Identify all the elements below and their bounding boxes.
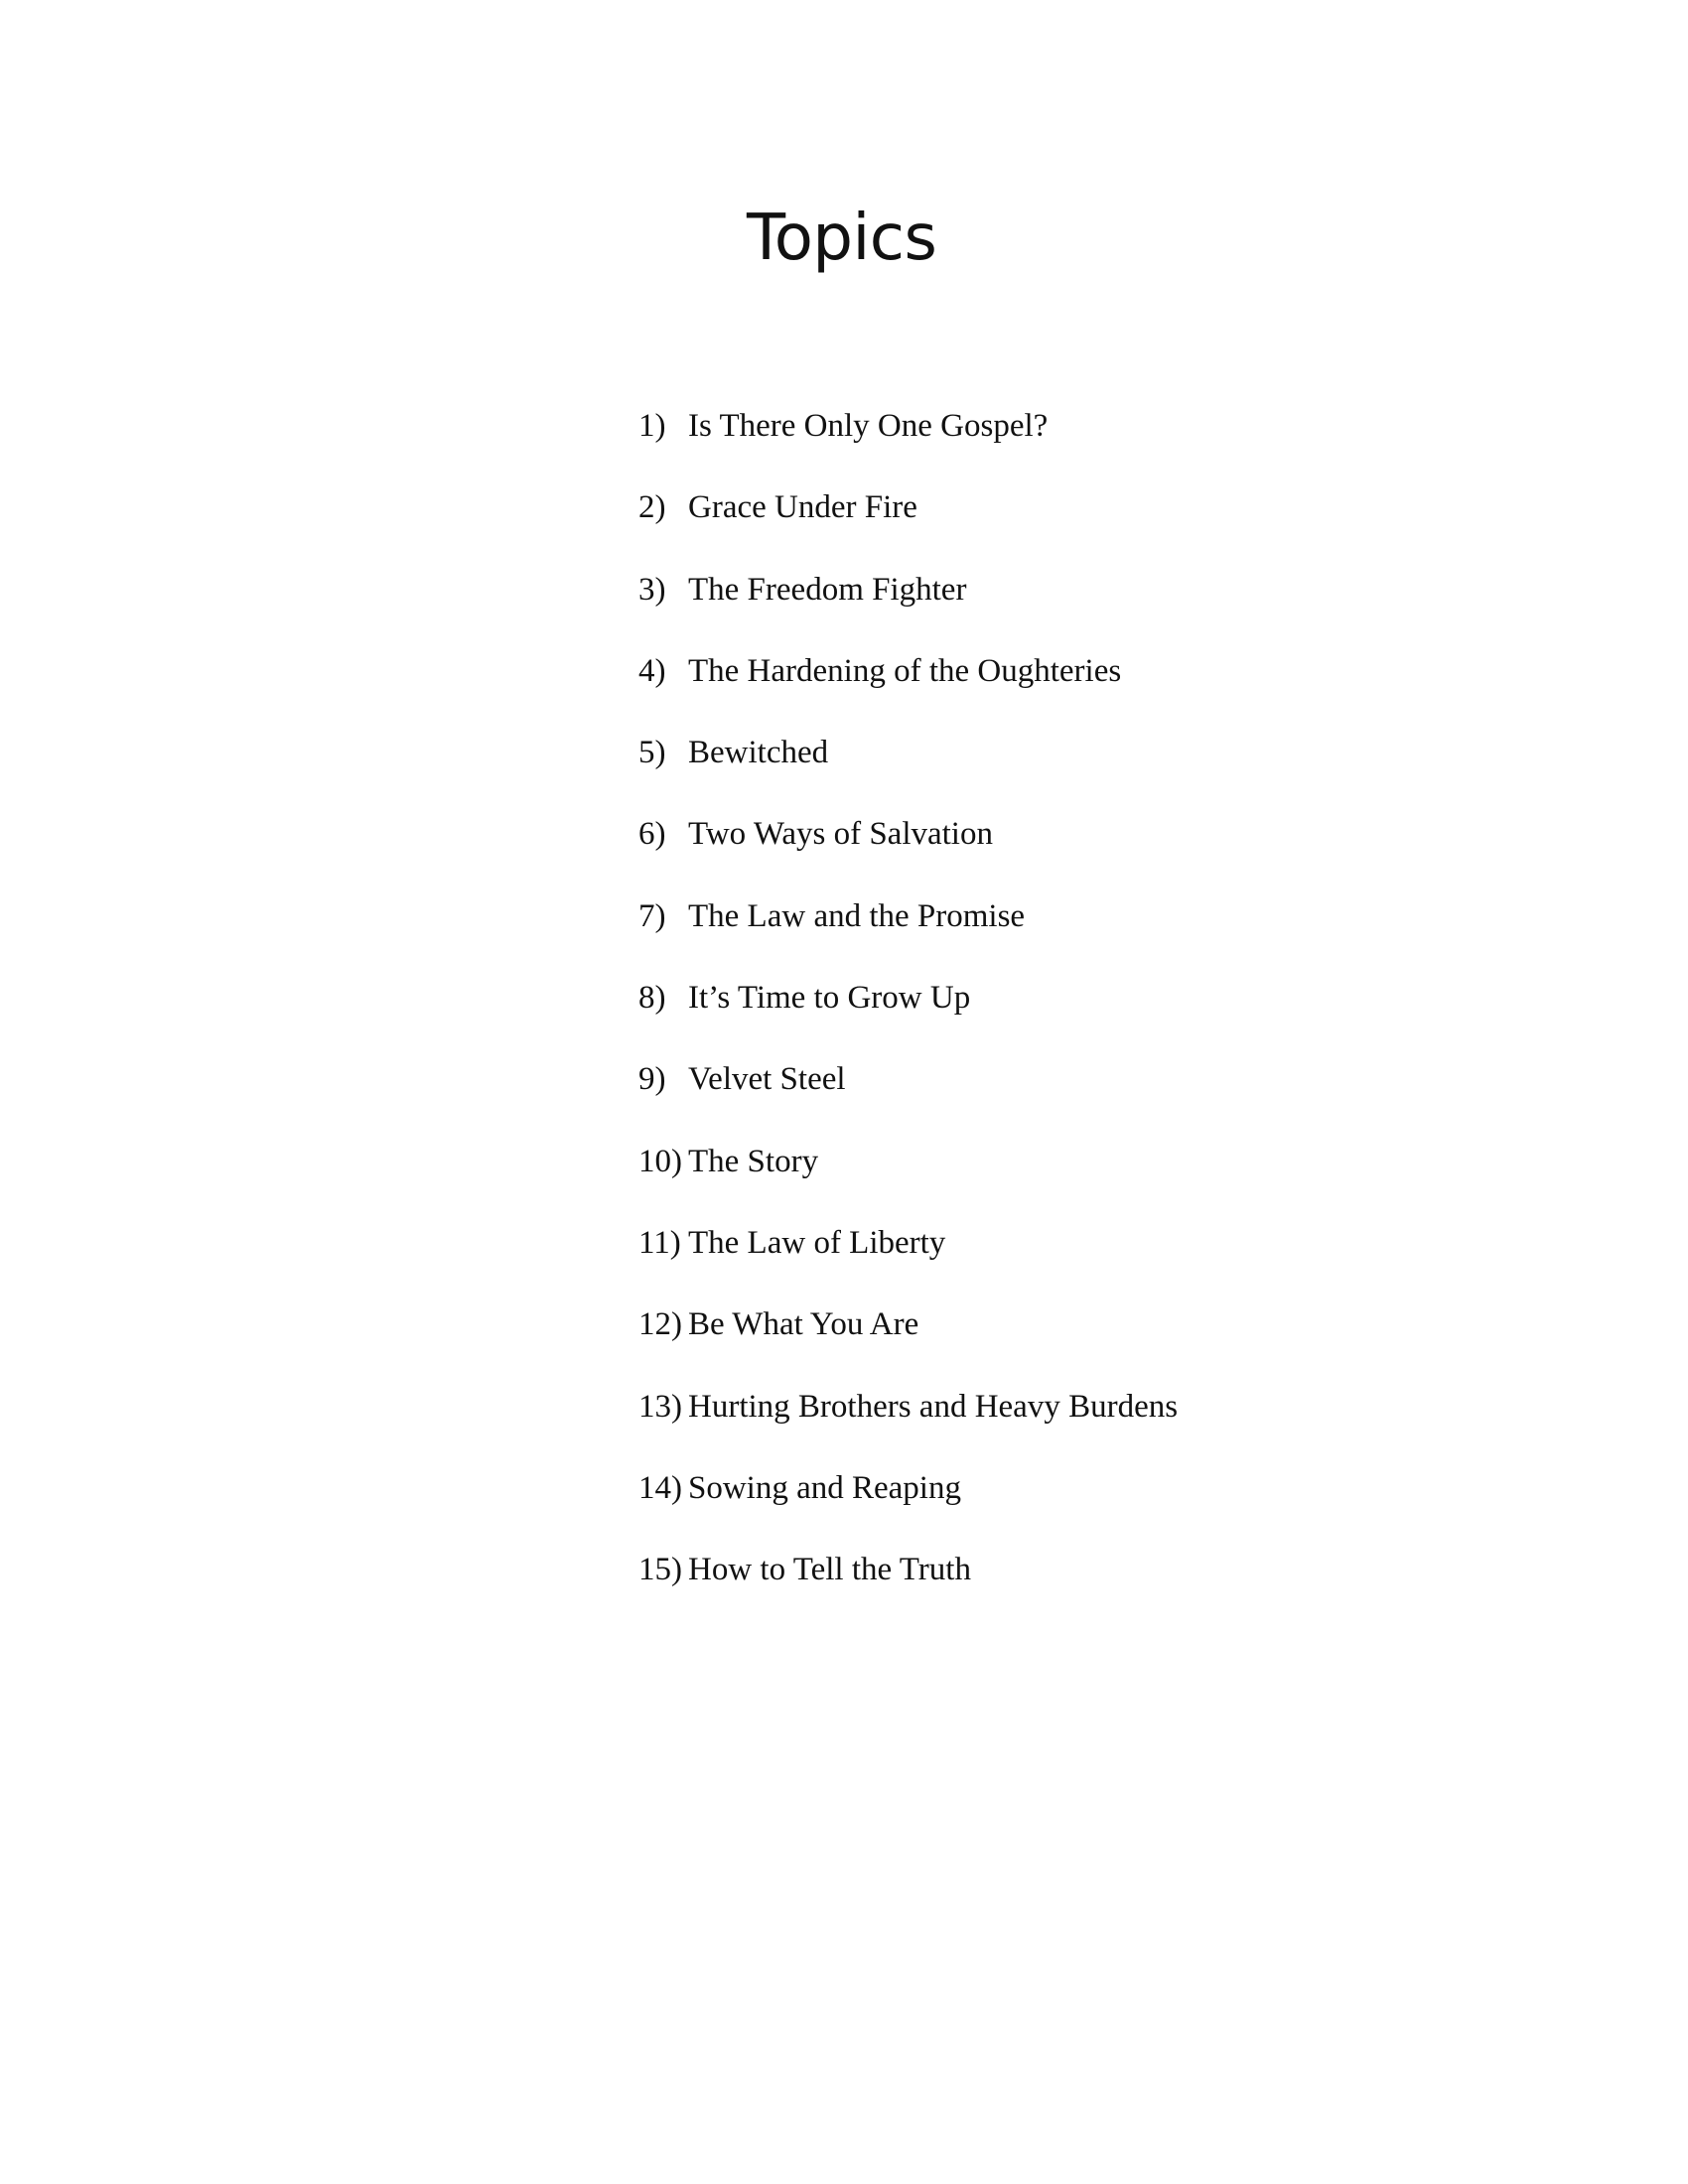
topic-label: The Hardening of the Oughteries <box>688 652 1122 689</box>
topic-number: 10) <box>638 1143 682 1179</box>
topic-item-7 <box>638 893 1178 975</box>
topic-number: 6) <box>638 816 666 853</box>
topic-label: The Law of Liberty <box>688 1224 946 1261</box>
topic-item-3 <box>638 567 1178 648</box>
topic-label: The Law and the Promise <box>688 897 1026 934</box>
topic-label: Grace Under Fire <box>688 489 917 526</box>
topic-label: It’s Time to Grow Up <box>688 980 971 1017</box>
topic-number: 11) <box>638 1224 681 1261</box>
topic-label: Bewitched <box>688 735 829 771</box>
topic-item-14 <box>638 1465 1178 1547</box>
topic-item-6 <box>638 811 1178 892</box>
topic-label: Be What You Are <box>688 1306 919 1343</box>
topic-label: The Story <box>688 1143 819 1179</box>
topic-item-15 <box>638 1547 1178 1628</box>
topic-label: Sowing and Reaping <box>688 1469 961 1506</box>
topic-number: 12) <box>638 1306 682 1343</box>
topic-list <box>638 403 1178 1628</box>
topic-number: 9) <box>638 1061 666 1098</box>
topic-number: 5) <box>638 735 666 771</box>
topic-number: 4) <box>638 652 666 689</box>
topic-number: 1) <box>638 408 666 444</box>
topic-item-13 <box>638 1384 1178 1465</box>
topic-label: Hurting Brothers and Heavy Burdens <box>688 1388 1179 1425</box>
page-title: Topics <box>747 202 937 275</box>
topic-number: 2) <box>638 489 666 526</box>
topic-number: 15) <box>638 1552 682 1588</box>
topic-label: Two Ways of Salvation <box>688 816 993 853</box>
topic-item-10 <box>638 1139 1178 1220</box>
topic-item-11 <box>638 1220 1178 1301</box>
topic-label: Is There Only One Gospel? <box>688 408 1049 444</box>
topic-item-8 <box>638 975 1178 1056</box>
topic-item-5 <box>638 730 1178 811</box>
topic-label: How to Tell the Truth <box>688 1552 971 1588</box>
topic-item-4 <box>638 648 1178 730</box>
topic-item-2 <box>638 484 1178 566</box>
topic-number: 13) <box>638 1388 682 1425</box>
topic-item-1 <box>638 403 1178 484</box>
topic-label: The Freedom Fighter <box>688 571 967 608</box>
topic-label: Velvet Steel <box>688 1061 846 1098</box>
topic-number: 7) <box>638 897 666 934</box>
topic-item-9 <box>638 1056 1178 1138</box>
topic-number: 3) <box>638 571 666 608</box>
topic-number: 14) <box>638 1469 682 1506</box>
topic-item-12 <box>638 1301 1178 1383</box>
topic-number: 8) <box>638 980 666 1017</box>
